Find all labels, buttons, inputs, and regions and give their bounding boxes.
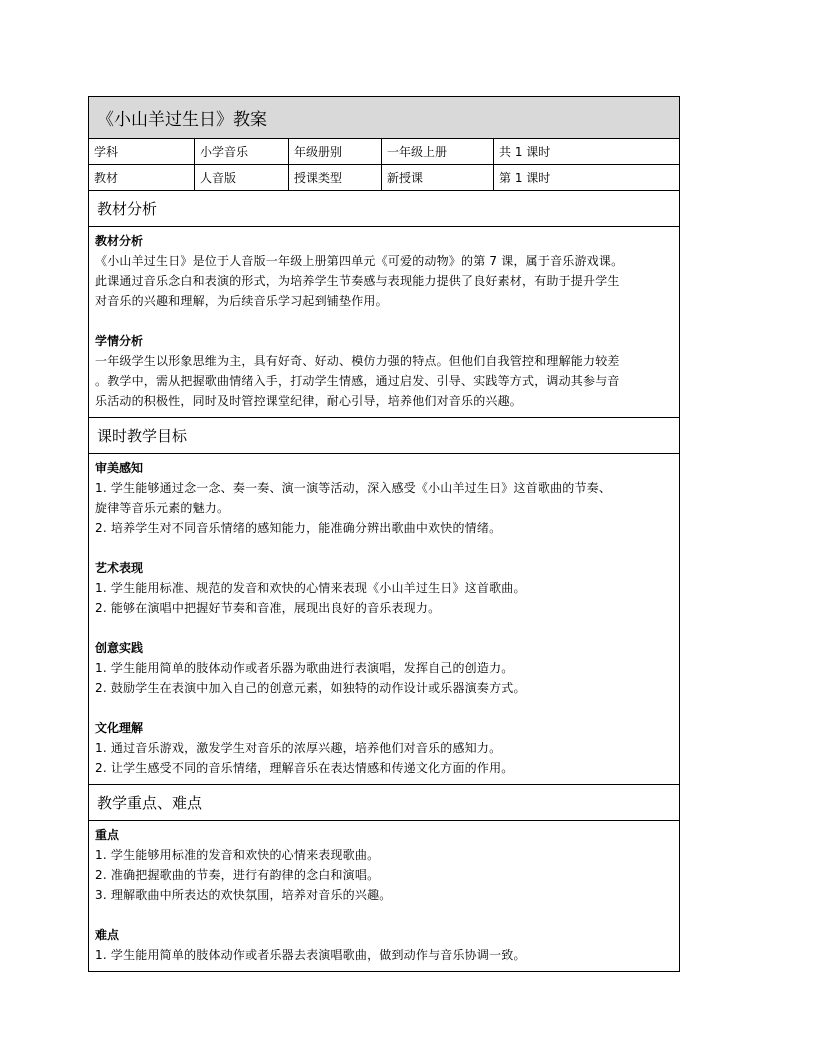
paragraph-line: 《小山羊过生日》是位于人音版一年级上册第四单元《可爱的动物》的第 7 课，属于音乐游戏课。 xyxy=(95,254,624,268)
section-title: 教学重点、难点 xyxy=(97,794,203,812)
subsection-label: 难点 xyxy=(95,928,120,942)
title-row xyxy=(89,97,679,139)
list-item: 旋律等音乐元素的魅力。 xyxy=(95,501,230,515)
document-title: 《小山羊过生日》教案 xyxy=(97,110,267,130)
subsection-label: 艺术表现 xyxy=(95,561,144,575)
list-item: 3. 理解歌曲中所表达的欢快氛围，培养对音乐的兴趣。 xyxy=(95,888,392,902)
subsection-label: 学情分析 xyxy=(95,334,144,348)
info-cell: 年级册别 xyxy=(289,139,382,164)
subsection-label: 创意实践 xyxy=(95,641,144,655)
list-item: 1. 学生能够用标准的发音和欢快的心情来表现歌曲。 xyxy=(95,848,380,862)
info-cell: 人音版 xyxy=(195,165,289,190)
section-body-analysis xyxy=(89,227,679,418)
section-title: 课时教学目标 xyxy=(97,427,188,445)
paragraph-line: 。教学中，需从把握歌曲情绪入手，打动学生情感，通过启发、引导、实践等方式，调动其参与音 xyxy=(95,374,620,388)
info-cell: 共 1 课时 xyxy=(499,145,551,159)
list-item: 1. 学生能用简单的肢体动作或者乐器为歌曲进行表演唱，发挥自己的创造力。 xyxy=(95,661,514,675)
section-heading-analysis xyxy=(89,191,679,227)
subsection-label: 重点 xyxy=(95,828,120,842)
paragraph-line: 乐活动的积极性，同时及时管控课堂纪律，耐心引导，培养他们对音乐的兴趣。 xyxy=(95,394,523,408)
info-cell: 小学音乐 xyxy=(195,139,289,164)
list-item: 2. 让学生感受不同的音乐情绪，理解音乐在表达情感和传递文化方面的作用。 xyxy=(95,761,514,775)
section-title: 教材分析 xyxy=(97,200,158,218)
info-cell: 新授课 xyxy=(382,165,494,190)
subsection-label: 文化理解 xyxy=(95,721,144,735)
list-item: 1. 通过音乐游戏，激发学生对音乐的浓厚兴趣，培养他们对音乐的感知力。 xyxy=(95,741,502,755)
section-heading-goals xyxy=(89,418,679,454)
section-heading-key-points xyxy=(89,785,679,821)
subsection-label: 教材分析 xyxy=(95,234,144,248)
list-item: 2. 培养学生对不同音乐情绪的感知能力，能准确分辨出歌曲中欢快的情绪。 xyxy=(95,521,502,535)
list-item: 1. 学生能用简单的肢体动作或者乐器去表演唱歌曲，做到动作与音乐协调一致。 xyxy=(95,948,526,962)
list-item: 2. 能够在演唱中把握好节奏和音准，展现出良好的音乐表现力。 xyxy=(95,601,441,615)
info-cell: 授课类型 xyxy=(289,165,382,190)
paragraph-line: 一年级学生以形象思维为主，具有好奇、好动、模仿力强的特点。但他们自我管控和理解能力较差 xyxy=(95,354,620,368)
section-body-goals xyxy=(89,454,679,785)
info-row xyxy=(89,165,679,191)
lesson-plan-table xyxy=(88,96,680,972)
list-item: 1. 学生能够通过念一念、奏一奏、演一演等活动，深入感受《小山羊过生日》这首歌曲的节奏、 xyxy=(95,481,612,495)
info-row xyxy=(89,139,679,165)
info-cell: 一年级上册 xyxy=(382,139,494,164)
list-item: 2. 鼓励学生在表演中加入自己的创意元素，如独特的动作设计或乐器演奏方式。 xyxy=(95,681,526,695)
list-item: 2. 准确把握歌曲的节奏，进行有韵律的念白和演唱。 xyxy=(95,868,380,882)
info-cell: 第 1 课时 xyxy=(499,171,551,185)
paragraph-line: 此课通过音乐念白和表演的形式，为培养学生节奏感与表现能力提供了良好素材，有助于提升学生 xyxy=(95,274,620,288)
info-cell: 学科 xyxy=(89,139,195,164)
section-body-key-points xyxy=(89,821,679,971)
subsection-label: 审美感知 xyxy=(95,461,144,475)
list-item: 1. 学生能用标准、规范的发音和欢快的心情来表现《小山羊过生日》这首歌曲。 xyxy=(95,581,526,595)
paragraph-line: 对音乐的兴趣和理解，为后续音乐学习起到铺垫作用。 xyxy=(95,294,388,308)
info-cell: 教材 xyxy=(89,165,195,190)
